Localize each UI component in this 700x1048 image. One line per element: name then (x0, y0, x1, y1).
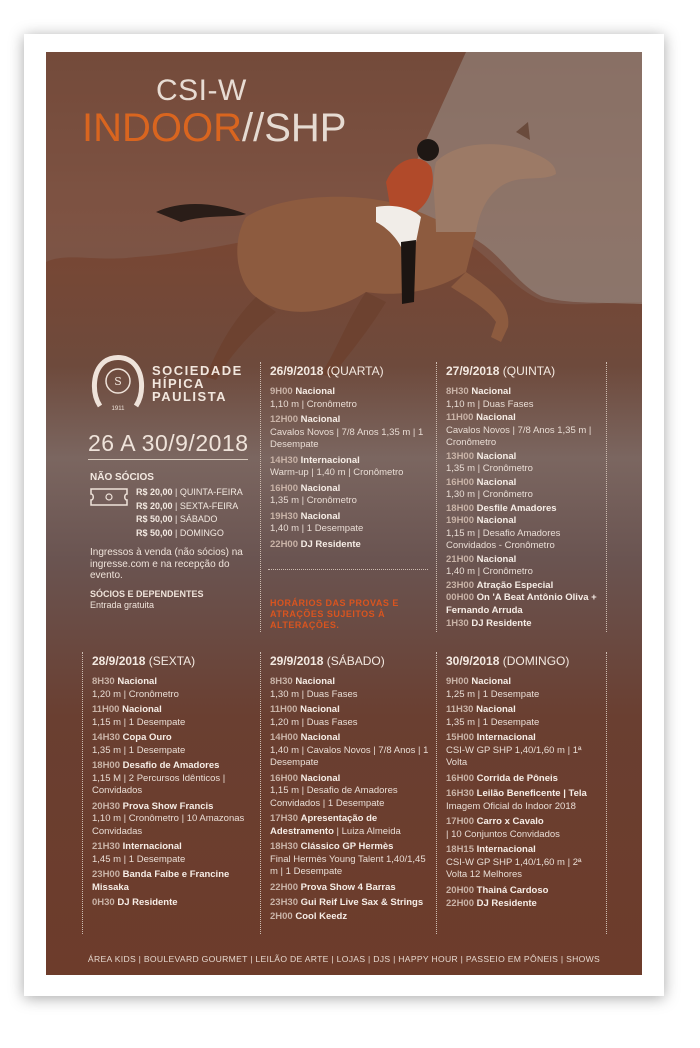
event-time: 18H30 (270, 841, 298, 852)
schedule-item (446, 788, 604, 813)
event-description: 1,40 m | 1 Desempate (270, 523, 364, 534)
event-description: 1,20 m | Cronômetro (92, 688, 179, 700)
event-description: 1,15 m | Desafio Amadores Convidados - Cronômetro (446, 527, 561, 551)
event-description: 1,15 m | 1 Desempate (92, 716, 186, 728)
schedule-item (446, 844, 604, 882)
club-name-line2: HÍPICA (152, 376, 206, 391)
event-time: 19H30 (270, 510, 298, 522)
schedule-item (446, 704, 604, 729)
event-time: 22H00 (446, 898, 474, 909)
club-name (152, 364, 243, 403)
event-name: Atração Especial (476, 579, 554, 591)
event-time: 9H00 (446, 676, 469, 687)
schedule-item (446, 503, 604, 516)
event-name: Nacional (476, 450, 517, 462)
day-column-friday (92, 654, 254, 913)
event-name: Nacional (476, 412, 516, 423)
event-time: 0H30 (92, 897, 115, 908)
event-time: 21H30 (92, 841, 120, 852)
schedule-item (92, 841, 254, 866)
price-row: R$ 50,00 | SÁBADO (136, 514, 218, 524)
event-description: 1,35 m | Cronômetro (446, 463, 533, 474)
schedule-item (92, 869, 254, 894)
title-shp: SHP (264, 106, 347, 150)
event-name: Nacional (300, 510, 341, 522)
event-time: 11H30 (446, 704, 474, 715)
event-name: Nacional (300, 704, 340, 715)
event-time: 18H00 (92, 760, 120, 771)
title-csiw: CSI-W (156, 74, 247, 107)
event-name: Nacional (300, 482, 341, 494)
event-description: 1,45 m | 1 Desempate (92, 853, 186, 865)
event-description: CSI-W GP SHP 1,40/1,60 m | 1ª Volta (446, 744, 582, 768)
schedule-item (270, 841, 430, 879)
event-name: Leilão Beneficente | Tela (476, 788, 587, 799)
event-name: DJ Residente (471, 618, 532, 629)
event-time: 23H30 (270, 897, 298, 908)
column-divider (606, 652, 607, 934)
schedule-item (446, 412, 604, 450)
event-time: 23H00 (446, 579, 474, 591)
event-name: DJ Residente (476, 898, 537, 909)
event-name: Copa Ouro (122, 732, 172, 743)
event-time: 20H30 (92, 800, 120, 812)
schedule-item (446, 386, 604, 411)
event-time: 12H00 (270, 414, 298, 425)
event-time: 22H00 (270, 881, 298, 893)
column-divider (436, 652, 437, 934)
event-name: Prova Show Francis (122, 800, 214, 812)
day-header: 26/9/2018 (QUARTA) (270, 364, 384, 378)
schedule-item (446, 773, 604, 786)
event-time: 22H00 (270, 538, 298, 550)
event-time: 00H00 (446, 592, 474, 603)
price-row: R$ 20,00 | QUINTA-FEIRA (136, 487, 243, 497)
event-time: 14H30 (92, 732, 120, 743)
schedule-item (270, 732, 430, 770)
schedule-item (270, 704, 430, 729)
schedule-item (446, 515, 604, 553)
members-info (90, 589, 204, 611)
event-name: Internacional (122, 841, 182, 852)
schedule-item (446, 580, 604, 593)
event-time: 8H30 (92, 676, 115, 687)
event-description: 1,30 m | Duas Fases (270, 688, 358, 700)
day-column-saturday (270, 654, 430, 926)
price-list (136, 486, 243, 540)
event-time: 17H00 (446, 816, 474, 827)
day-header: 29/9/2018 (SÁBADO) (270, 654, 385, 668)
horse-rider-illustration (136, 122, 576, 382)
event-description: CSI-W GP SHP 1,40/1,60 m | 2ª Volta 12 Melhores (446, 856, 582, 880)
event-time: 11H00 (270, 704, 298, 715)
event-name: Nacional (471, 676, 511, 687)
ticket-icon (90, 488, 128, 506)
column-divider (260, 362, 261, 632)
event-time: 23H00 (92, 869, 120, 880)
schedule-item (270, 813, 430, 838)
club-year: 1911 (111, 406, 125, 412)
schedule-item (446, 592, 604, 617)
event-description: Final Hermès Young Talent 1,40/1,45 m | 1 Desempate (270, 853, 426, 877)
event-name: Nacional (295, 676, 335, 687)
schedule-item (446, 898, 604, 911)
footer-attractions: ÁREA KIDS | BOULEVARD GOURMET | LEILÃO DE ARTE | LOJAS | DJS | HAPPY HOUR | PASSEIO EM PÔNEIS | SHOWS (87, 954, 601, 964)
event-name: Nacional (300, 414, 341, 425)
schedule-item (446, 477, 604, 502)
event-description: 1,10 m | Cronômetro | 10 Amazonas Convidadas (92, 813, 245, 837)
event-description: | 10 Conjuntos Convidados (446, 828, 560, 840)
schedule-item (270, 511, 430, 536)
event-name: Gui Reif Live Sax & Strings (300, 897, 424, 908)
event-description: | Luiza Almeida (336, 825, 401, 837)
day-header: 28/9/2018 (SEXTA) (92, 654, 196, 668)
schedule-item (446, 732, 604, 770)
event-dates: 26 A 30/9/2018 (88, 430, 249, 456)
event-name: Nacional (476, 515, 517, 526)
event-time: 16H00 (446, 772, 474, 784)
svg-text:S: S (114, 375, 122, 388)
event-poster (46, 52, 642, 975)
schedule-item (446, 676, 604, 701)
event-name: Nacional (300, 772, 341, 784)
schedule-item (446, 618, 604, 631)
event-time: 11H00 (92, 704, 120, 715)
schedule-item (446, 816, 604, 841)
event-name: Nacional (117, 676, 157, 687)
event-time: 16H30 (446, 788, 474, 799)
event-name: Nacional (471, 386, 511, 397)
event-time: 19H00 (446, 515, 474, 526)
schedule-item (92, 801, 254, 839)
event-time: 8H30 (270, 676, 293, 687)
event-time: 18H00 (446, 502, 474, 514)
event-description: 1,40 m | Cavalos Novos | 7/8 Anos | 1 Desempate (270, 744, 429, 768)
title-separator: // (242, 106, 265, 150)
event-name: Nacional (122, 704, 162, 715)
event-name: Desafio de Amadores (122, 760, 220, 771)
event-description: Warm-up | 1,40 m | Cronômetro (270, 467, 404, 478)
schedule-item (92, 704, 254, 729)
event-name: Clássico GP Hermès (300, 841, 394, 852)
title-indoor: INDOOR (82, 106, 242, 150)
schedule-item (92, 732, 254, 757)
event-description: Cavalos Novos | 7/8 Anos 1,35 m | 1 Desempate (270, 426, 424, 450)
event-time: 14H30 (270, 454, 298, 466)
event-name: Nacional (300, 732, 341, 743)
schedule-notice: HORÁRIOS DAS PROVAS E ATRAÇÕES SUJEITOS À ALTERAÇÕES. (270, 598, 399, 630)
schedule-item (270, 414, 430, 452)
event-time: 13H00 (446, 450, 474, 462)
event-name: Nacional (476, 476, 517, 488)
schedule-item (92, 676, 254, 701)
event-name: Nacional (476, 553, 517, 565)
event-description: 1,10 m | Duas Fases (446, 398, 534, 410)
event-description: 1,30 m | Cronômetro (446, 489, 533, 500)
event-time: 16H00 (446, 476, 474, 488)
event-description: 1,35 m | 1 Desempate (446, 716, 540, 728)
day-header: 30/9/2018 (DOMINGO) (446, 654, 570, 668)
event-description: 1,10 m | Cronômetro (270, 398, 357, 410)
day-column-thursday (446, 364, 604, 634)
event-time: 18H15 (446, 844, 474, 855)
schedule-item (270, 773, 430, 811)
event-name: Cool Keedz (295, 910, 348, 922)
event-time: 15H00 (446, 732, 474, 743)
event-description: 1,15 m | Desafio de Amadores Convidados | 1 Desempate (270, 785, 398, 809)
column-divider (436, 362, 437, 632)
event-time: 9H00 (270, 386, 293, 397)
day-column-wednesday (270, 364, 430, 554)
event-time: 8H30 (446, 386, 469, 397)
day-column-sunday (446, 654, 604, 914)
event-description: 1,25 m | 1 Desempate (446, 688, 540, 700)
column-divider (606, 362, 607, 632)
event-time: 21H00 (446, 553, 474, 565)
event-name: Nacional (476, 704, 516, 715)
event-description: 1,15 M | 2 Percursos Idênticos | Convidados (92, 772, 226, 796)
dates-underline (88, 459, 248, 460)
event-description: 1,35 m | 1 Desempate (92, 744, 186, 756)
column-divider (82, 652, 83, 934)
schedule-item (92, 760, 254, 798)
event-name: Banda Faíbe e Francine Missaka (92, 869, 230, 893)
schedule-item (270, 676, 430, 701)
event-name: Prova Show 4 Barras (300, 881, 396, 893)
schedule-item (270, 882, 430, 895)
event-name: Apresentação de Adestramento (270, 813, 378, 837)
members-title: SÓCIOS E DEPENDENTES (90, 589, 204, 599)
event-time: 16H00 (270, 772, 298, 784)
schedule-item (270, 483, 430, 508)
event-description: Imagem Oficial do Indoor 2018 (446, 800, 576, 812)
prices-title: NÃO SÓCIOS (90, 472, 154, 483)
club-logo-horseshoe-icon (90, 354, 146, 412)
event-name: Nacional (295, 386, 335, 397)
schedule-item (270, 897, 430, 910)
event-time: 17H30 (270, 813, 298, 824)
schedule-item (270, 539, 430, 552)
event-description: 1,35 m | Cronômetro (270, 495, 357, 506)
schedule-item (446, 885, 604, 898)
row-divider (268, 569, 428, 570)
event-name: DJ Residente (300, 538, 361, 550)
column-divider (260, 652, 261, 934)
price-row: R$ 20,00 | SEXTA-FEIRA (136, 500, 239, 511)
event-name: Internacional (300, 454, 360, 466)
event-name: Internacional (476, 732, 536, 743)
day-header: 27/9/2018 (QUINTA) (446, 364, 556, 378)
event-description: Cavalos Novos | 7/8 Anos 1,35 m | Cronômetro (446, 424, 592, 448)
event-name: On 'A Beat Antônio Oliva + Fernando Arruda (446, 592, 597, 616)
event-time: 20H00 (446, 884, 474, 896)
price-row: R$ 50,00 | DOMINGO (136, 527, 224, 538)
event-name: Thainá Cardoso (476, 884, 549, 896)
event-name: Internacional (476, 844, 536, 855)
schedule-item (446, 451, 604, 476)
event-time: 14H00 (270, 732, 298, 743)
schedule-item (270, 386, 430, 411)
event-name: Corrida de Pôneis (476, 772, 558, 784)
event-description: 1,20 m | Duas Fases (270, 716, 358, 728)
event-time: 11H00 (446, 412, 474, 423)
event-description: 1,40 m | Cronômetro (446, 566, 533, 577)
schedule-item (446, 554, 604, 579)
event-time: 2H00 (270, 910, 293, 922)
event-name: Carro x Cavalo (476, 816, 544, 827)
schedule-item (92, 897, 254, 910)
schedule-item (270, 911, 430, 924)
event-name: Desfile Amadores (476, 502, 557, 514)
club-name-line3: PAULISTA (152, 389, 228, 404)
tickets-info: Ingressos à venda (não sócios) na ingresse.com e na recepção do evento. (90, 547, 243, 581)
schedule-item (270, 455, 430, 480)
club-name-line1: SOCIEDADE (152, 363, 243, 378)
event-name: DJ Residente (117, 897, 178, 908)
members-text: Entrada gratuita (90, 600, 155, 610)
event-time: 16H00 (270, 482, 298, 494)
event-time: 1H30 (446, 618, 469, 629)
